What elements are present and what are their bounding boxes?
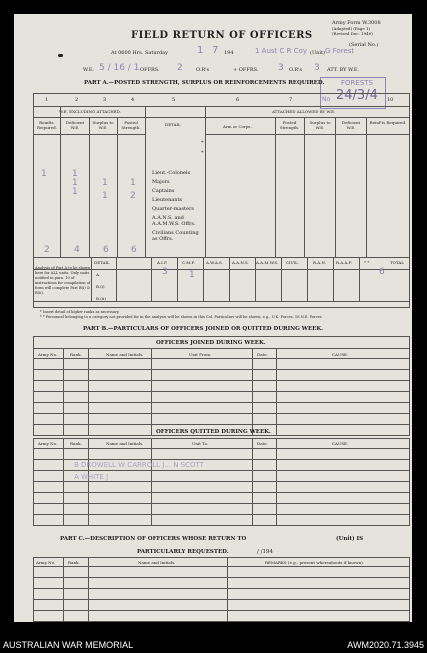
joined-col-unit: Unit From. [189, 352, 212, 357]
joined-title: OFFICERS JOINED DURING WEEK. [156, 340, 266, 346]
hand-def-3: 1 [72, 187, 78, 197]
an-hdr-aans: A.A.N.S. [232, 260, 249, 265]
hand-unit-suffix: G Forest [325, 47, 355, 55]
form-title: FIELD RETURN OF OFFICERS [131, 30, 313, 41]
stamp-number: 24/3/4 [336, 88, 378, 103]
form-paper [14, 14, 412, 622]
joined-col-name: Name and Initials. [106, 352, 144, 357]
hand-total-4: 6 [131, 245, 137, 255]
col-num-4: 4 [131, 97, 135, 103]
hdr-posted: Posted Strength. [121, 120, 141, 130]
hand-quitted-row2: A WHITE J [74, 473, 109, 481]
hdr-surplus: Surplus to W.E. [92, 120, 114, 130]
attached-allowed-label: ATTACHED ALLOWED BY W.E. [272, 109, 336, 114]
part-a-heading: PART A.—POSTED STRENGTH, SURPLUS OR REINFORCEMENTS REQUIRED. [84, 80, 325, 86]
quitted-title: OFFICERS QUITTED DURING WEEK. [156, 429, 271, 435]
hand-quitted-row1: B DROWELL W CARROLL J... N SCOTT [74, 461, 204, 469]
part-b-heading: PART B.—PARTICULARS OF OFFICERS JOINED OR QUITTED DURING WEEK. [83, 326, 324, 332]
plus-offrs-label: + OFFRS. [233, 67, 259, 73]
an-hdr-ran: R.A.N. [313, 260, 326, 265]
hand-sur-1: 1 [102, 178, 108, 188]
quitted-col-date: Date. [257, 441, 268, 446]
an-hdr-raaf: R.A.A.F. [336, 260, 353, 265]
footnote-1: * Insert detail of higher ranks as necessary. [40, 310, 120, 314]
part-c-requested: PARTICULARLY REQUESTED. [137, 549, 229, 555]
footnote-2: * * Personnel belonging to a category not provided for in the analysis will be shown in this Col. Particulars will be shown, e.g., U.K. Forces, 18 N.E. Forces [40, 315, 322, 319]
hdr-surplus-right: Surplus to W.E. [309, 120, 331, 130]
quitted-col-rank: Rank. [70, 441, 82, 446]
quitted-col-army: Army No. [38, 441, 58, 446]
quitted-col-cause: CAUSE. [332, 441, 349, 446]
partc-col-rank: Rank. [68, 560, 80, 565]
an-row-a: A. [96, 272, 101, 277]
analysis-note: Analysis of Part A to be shown here for ALL units. Only units notified in para. 10 of instructions for compilation of form will complete Part B(i) & B(ii). [35, 266, 91, 295]
hand-unit-name: 1 Aust C R Coy [255, 47, 308, 55]
an-hdr-total: TOTAL [390, 260, 404, 265]
partc-col-remarks: REMARKS (e.g., present whereabouts if known). [265, 560, 364, 565]
hdr-arm-corps: Arm or Corps. [223, 124, 252, 129]
part-c-unit-is: (Unit) IS [336, 536, 364, 542]
archive-footer [0, 637, 427, 653]
hand-plus-offrs: 3 [278, 63, 284, 73]
unit-label: (Unit) [310, 50, 325, 56]
hand-att: 3 [314, 63, 320, 73]
rank-majors: Majors [152, 179, 170, 185]
an-hdr-awas: A.W.A.S. [206, 260, 223, 265]
rank-lieut-colonels: Lieut.-Colonels [152, 170, 191, 176]
partc-col-army: Army No. [36, 560, 56, 565]
hand-reinf-1: 1 [41, 169, 47, 179]
form-number: Army Form W.3008 [332, 20, 381, 26]
quitted-col-unit: Unit To. [192, 441, 209, 446]
col-num-5: 5 [172, 97, 176, 103]
hand-an-total: 6 [379, 267, 385, 277]
hand-sur-2: 1 [102, 191, 108, 201]
footer-institution: AUSTRALIAN WAR MEMORIAL [3, 640, 134, 650]
att-label: ATT. BY W.E. [327, 67, 360, 73]
stamp-forests: FORESTS [341, 79, 373, 87]
hdr-posted-right: Posted Strength. [279, 120, 300, 130]
joined-table [33, 336, 410, 436]
col-num-1: 1 [45, 97, 49, 103]
joined-col-army: Army No. [38, 352, 58, 357]
hand-total-3: 6 [103, 245, 109, 255]
at-line-label: At 0600 Hrs. Saturday [111, 50, 168, 56]
joined-col-cause: CAUSE. [332, 352, 349, 357]
rank-civilians: Civilians Counting as Offrs. [152, 230, 199, 242]
rank-aans: A.A.N.S. and A.A.M.W.S. Offrs. [152, 215, 196, 227]
serial-label: (Serial No.) [349, 42, 379, 48]
form-revised: (Revised Dec. 1940) [332, 31, 373, 36]
col-num-6: 6 [236, 97, 240, 103]
hand-def-2: 1 [72, 178, 78, 188]
hdr-deficient: Deficient W.E. [65, 120, 85, 130]
hand-date-month: 7 [212, 45, 219, 56]
footer-accession: AWM2020.71.3945 [347, 640, 424, 650]
hand-date-day: 1 [197, 45, 204, 56]
we-label: W.E. [83, 67, 95, 73]
joined-col-rank: Rank. [70, 352, 82, 357]
col-num-7: 7 [289, 97, 293, 103]
we-excl-label: W.E. EXCLUDING ATTACHED. [59, 109, 122, 114]
hdr-deficient-right: Deficient W.E. [341, 120, 361, 130]
an-hdr-aamws: A.A.M.W.S. [256, 260, 279, 265]
hand-posted-2: 2 [130, 191, 136, 201]
joined-col-date: Date. [257, 352, 268, 357]
hand-an-aif: 3 [162, 267, 168, 277]
an-hdr-civil: CIVIL. [286, 260, 300, 265]
hand-we-offrs: 5 / 16 / 1 [99, 63, 140, 73]
hand-ors: 2 [177, 63, 183, 73]
quitted-col-name: Name and Initials. [106, 441, 144, 446]
pin-hole [58, 54, 63, 57]
col-num-10: 10 [387, 97, 394, 103]
hdr-reinfts: Reinfts. Required. [37, 120, 57, 130]
hand-an-cmf: 1 [189, 270, 195, 280]
an-row-bi: B.(i) [96, 284, 105, 289]
col-num-2: 2 [75, 97, 79, 103]
rank-lieutenants: Lieutenants [152, 197, 183, 203]
an-row-bii: B.(ii) [96, 296, 106, 301]
col-num-3: 3 [103, 97, 107, 103]
quitted-table [33, 438, 410, 526]
hdr-detail: DETAIL [165, 122, 181, 127]
asterisk-2: * [201, 150, 204, 156]
form-adapted: (Adapted) (Page 1) [332, 26, 371, 31]
an-hdr-other: * * [364, 260, 370, 265]
ors-label: O.R's [196, 67, 210, 73]
an-hdr-cmf: C.M.F. [182, 260, 195, 265]
hand-def-1: 1 [72, 169, 78, 179]
hdr-reinfts-right: Reinf'ts Required. [369, 120, 407, 125]
date-year: 194 [224, 50, 234, 56]
an-hdr-detail: DETAIL [94, 260, 110, 265]
offrs-label: OFFRS. [140, 67, 160, 73]
an-hdr-aif: A.I.F. [157, 260, 168, 265]
rank-quartermasters: Quarter-masters [152, 206, 194, 212]
rank-captains: Captains [152, 188, 175, 194]
stamp-no: No [322, 96, 331, 103]
part-c-heading: PART C.—DESCRIPTION OF OFFICERS WHOSE RETURN TO [60, 536, 247, 542]
part-c-req-date: / /194 [257, 549, 273, 555]
hand-total-2: 4 [74, 245, 80, 255]
hand-total-1: 2 [44, 245, 50, 255]
ors-label-2: O.R's [289, 67, 303, 73]
hand-posted-1: 1 [130, 178, 136, 188]
partc-col-name: Name and Initials. [138, 560, 176, 565]
asterisk-1: * [201, 140, 204, 146]
